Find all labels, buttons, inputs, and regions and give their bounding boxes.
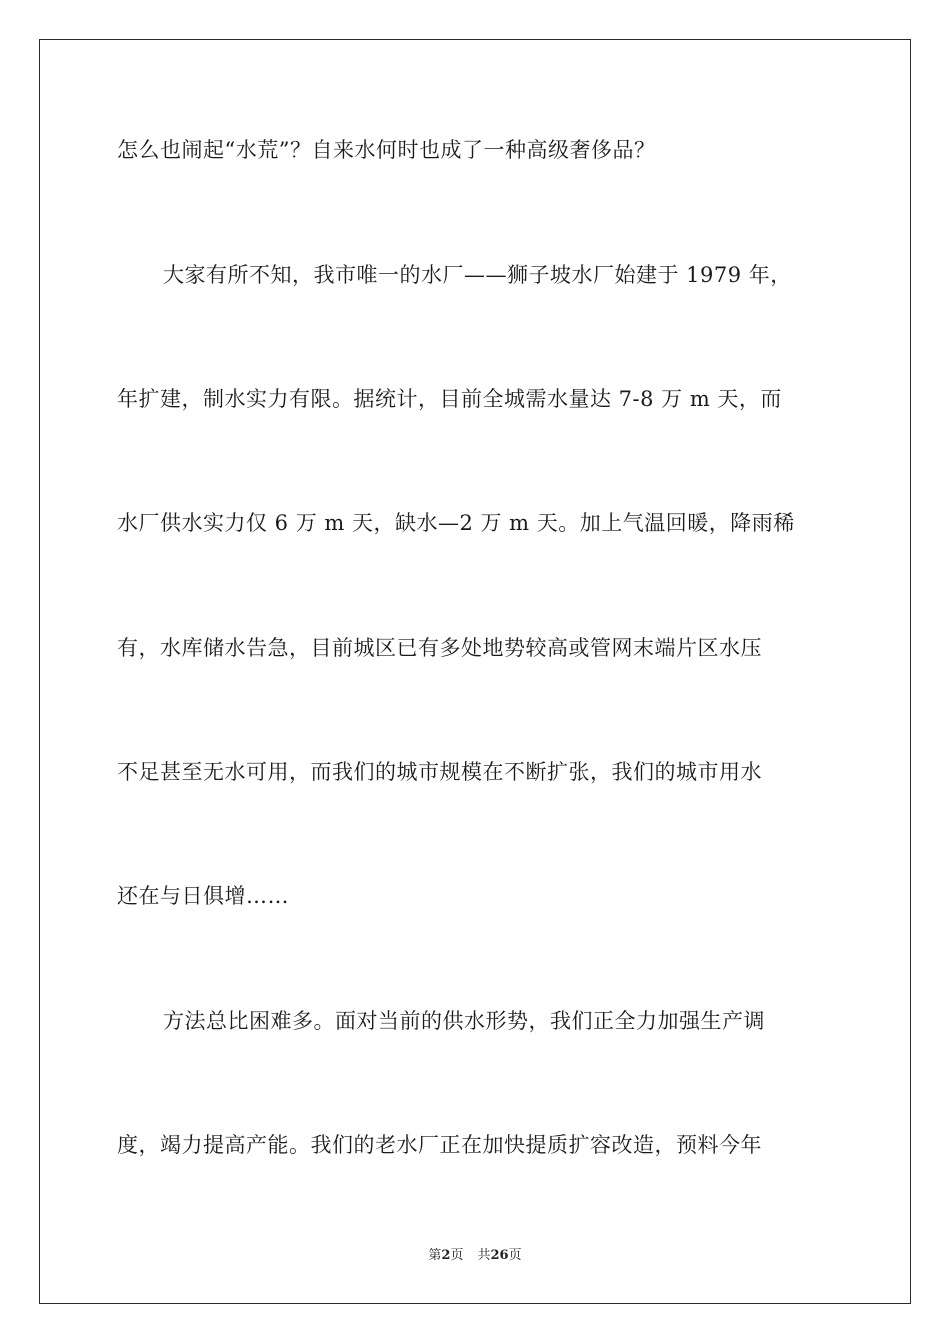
- text-line-9: 度，竭力提高产能。我们的老水厂正在加快提质扩容改造，预料今年: [117, 1133, 762, 1157]
- page-footer: [0, 1247, 950, 1265]
- page-border: [39, 39, 911, 1304]
- total-prefix: 共: [477, 1248, 491, 1263]
- text-line-1: 怎么也闹起“水荒”？自来水何时也成了一种高级奢侈品？: [117, 138, 656, 162]
- total-suffix: 页: [508, 1248, 522, 1263]
- text-line-6: 不足甚至无水可用，而我们的城市规模在不断扩张，我们的城市用水: [117, 760, 762, 784]
- text-line-4: 水厂供水实力仅 6 万 m 天，缺水—2 万 m 天。加上气温回暖，降雨稀: [117, 511, 795, 535]
- text-line-5: 有，水库储水告急，目前城区已有多处地势较高或管网末端片区水压: [117, 636, 762, 660]
- text-line-7: 还在与日俱增……: [117, 884, 289, 908]
- page-prefix: 第: [428, 1248, 442, 1263]
- page-number: 2: [441, 1248, 451, 1263]
- text-line-8: 方法总比困难多。面对当前的供水形势，我们正全力加强生产调: [163, 1009, 765, 1033]
- text-line-3: 年扩建，制水实力有限。据统计，目前全城需水量达 7-8 万 m 天，而: [117, 387, 782, 411]
- total-pages: 26: [490, 1248, 509, 1263]
- text-line-2: 大家有所不知，我市唯一的水厂——狮子坡水厂始建于 1979 年，: [163, 263, 792, 287]
- page-suffix: 页: [450, 1248, 464, 1263]
